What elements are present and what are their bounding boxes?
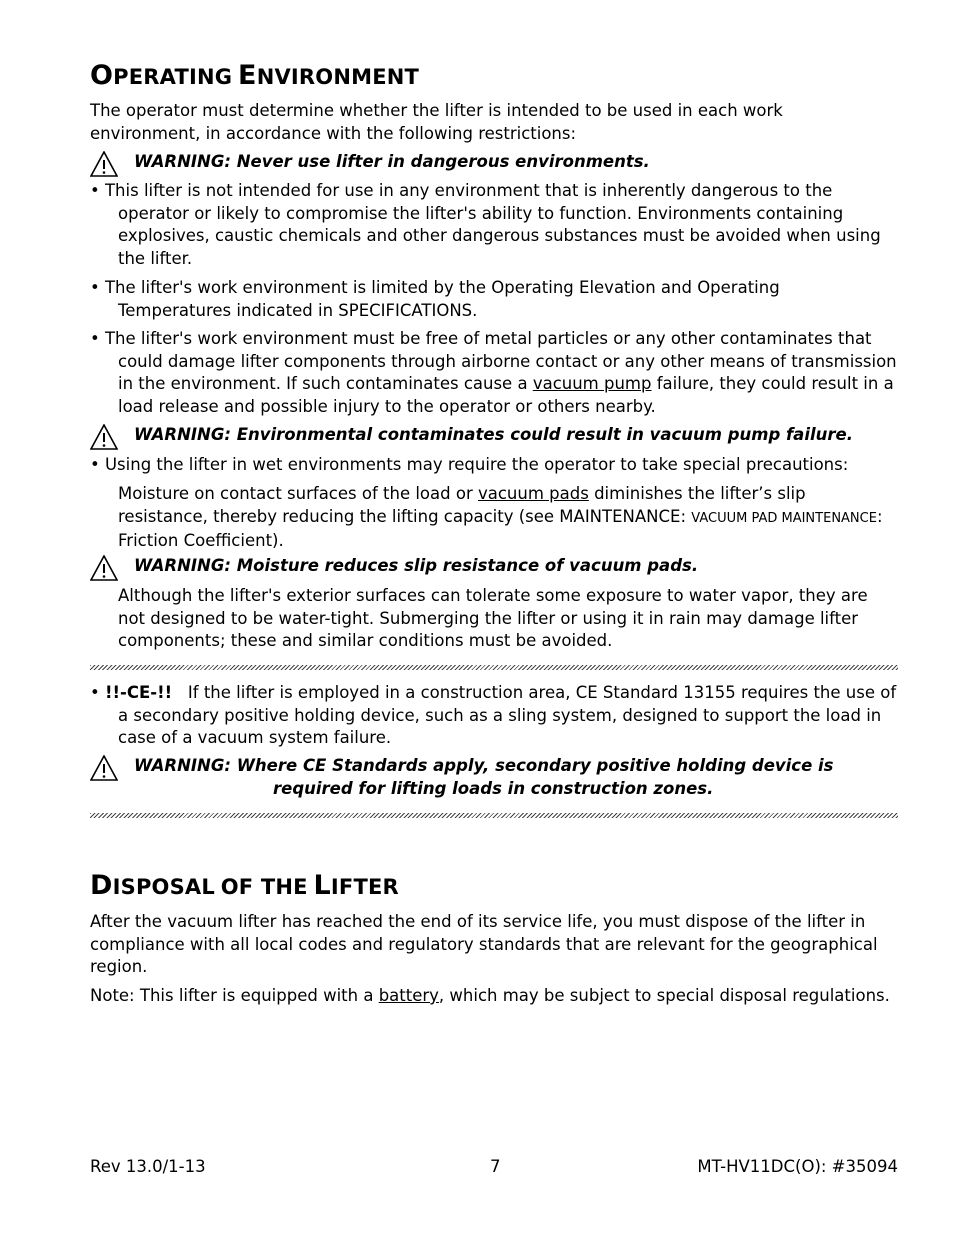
ce-divider-bottom bbox=[90, 813, 898, 818]
moisture-paragraph: Moisture on contact surfaces of the load or vacuum pads diminishes the lifter’s slip resistance, thereby reducing the lifting capacity (see MAINTENANCE: VACUUM PAD MAINTENANCE: Friction Coefficient). bbox=[118, 484, 883, 551]
vacuum-pump-link[interactable]: vacuum pump bbox=[532, 374, 652, 394]
bullet-ce: • !!-CE-!! If the lifter is employed in a construction area, CE Standard 13155 requires the use of a secondary positive holding device, such as a sling system, designed to support the load in case of a vacuum system failure. bbox=[90, 683, 897, 748]
battery-note: Note: This lifter is equipped with a battery, which may be subject to special disposal regulations. bbox=[90, 986, 890, 1005]
footer-page-number: 7 bbox=[490, 1157, 501, 1176]
disposal-paragraph: After the vacuum lifter has reached the end of its service life, you must dispose of the lifter in compliance with all local codes and regulatory standards that are relevant for the geographical region. bbox=[90, 912, 878, 977]
footer-document-id: MT-HV11DC(O): #35094 bbox=[697, 1157, 898, 1176]
warning-triangle-icon bbox=[90, 424, 118, 450]
ce-divider-top bbox=[90, 665, 898, 670]
warning-triangle-icon bbox=[90, 151, 118, 177]
section-title-operating-environment: OPERATING ENVIRONMENT bbox=[90, 60, 420, 91]
section-title-disposal: DISPOSAL OF THE LIFTER bbox=[90, 870, 399, 901]
intro-paragraph: The operator must determine whether the lifter is intended to be used in each work environment, in accordance with the following restrictions: bbox=[90, 101, 783, 143]
bullet-contaminates: • The lifter's work environment must be free of metal particles or any other contaminates that could damage lifter components through airborne contact or any other means of transmission in the environment. If such contaminates cause a vacuum pump failure, they could result in a load release and possible injury to the operator or others nearby. bbox=[90, 329, 897, 416]
battery-link[interactable]: battery bbox=[378, 986, 439, 1005]
exterior-paragraph: Although the lifter's exterior surfaces can tolerate some exposure to water vapor, they are not designed to be water-tight. Submerging the lifter or using it in rain may damage lifter components; these and similar conditions must be avoided. bbox=[118, 586, 868, 651]
bullet-elevation: • The lifter's work environment is limited by the Operating Elevation and Operating Temperatures indicated in SPECIFICATIONS. bbox=[90, 278, 780, 320]
footer-revision: Rev 13.0/1-13 bbox=[90, 1157, 206, 1176]
warning-triangle-icon bbox=[90, 555, 118, 581]
bullet-wet: • Using the lifter in wet environments may require the operator to take special precautions: bbox=[90, 455, 849, 474]
warning-triangle-icon bbox=[90, 755, 118, 781]
vacuum-pads-link[interactable]: vacuum pads bbox=[477, 484, 589, 503]
bullet-dangerous: • This lifter is not intended for use in any environment that is inherently dangerous to the operator or likely to compromise the lifter's ability to function. Environments containing explosives, caustic chemicals and other dangerous substances must be avoided when using the lifter. bbox=[90, 181, 881, 268]
